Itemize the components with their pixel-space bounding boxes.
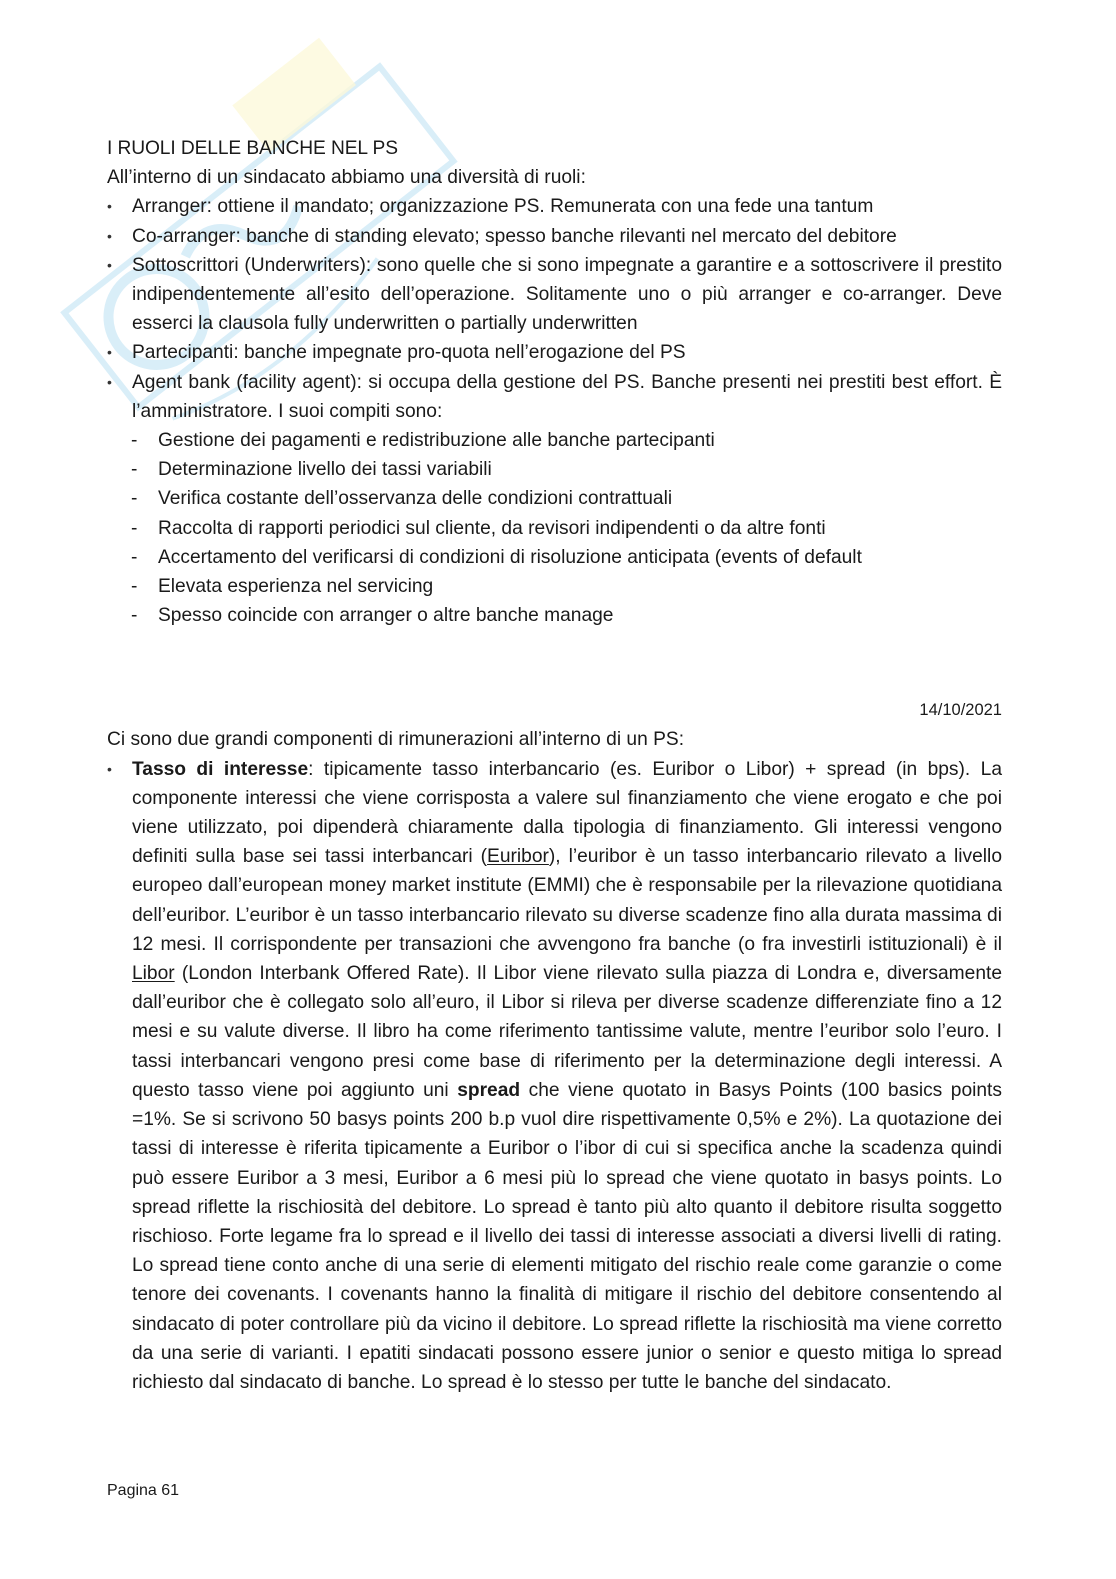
interest-term: Tasso di interesse (132, 758, 309, 780)
spread-term: spread (457, 1079, 521, 1101)
list-item: - Accertamento del verificarsi di condizioni di risoluzione anticipata (events of default (107, 543, 1002, 572)
interest-text-4: che viene quotato in Basys Points (100 basics points =1%. Se si scrivono 50 basys points 200 b.p vuol dire rispettivamente 0,5% e 2%). La quotazione dei tassi di interesse è riferita tipicamente a Euribor o l’ibor di cui si specifica anche la scadenza quindi può essere Euribor a 3 mesi, Euribor a 6 mesi più lo spread che viene quotato in basys points. Lo spread riflette la rischiosità del debitore. Lo spread è tanto più alto quanto il debitore risulta soggetto rischioso. Forte legame fra lo spread e il livello dei tassi di interesse associati a diversi livelli di rating. Lo spread tiene conto anche di una serie di elementi mitigato del rischio reale come garanzie o come tenore dei covenants. I covenants hanno la finalità di mitigare il rischio del debitore consentendo al sindacato di poter controllare più da vicino il debitore. Lo spread riflette la rischiosità ma viene corretto da una serie di varianti. I epatiti sindacati possono essere junior o senior e questo mitiga lo spread richiesto dal sindacato di banche. Lo spread è lo stesso per tutte le banche del sindacato. (132, 1079, 1002, 1393)
list-item: • Sottoscrittori (Underwriters): sono quelle che si sono impegnate a garantire e a sottoscrivere il prestito indipendentemente all’esito dell’operazione. Solitamente uno o più arranger e co-arranger. Deve esserci la clausola fully underwritten o partially underwritten (107, 251, 1002, 339)
list-item: • Co-arranger: banche di standing elevato; spesso banche rilevanti nel mercato del debitore (107, 222, 1002, 251)
interest-paragraph (107, 755, 1002, 1397)
interest-text-2: ), l’euribor è un tasso interbancario rilevato a livello europeo dall’european money market institute (EMMI) che è responsabile per la rilevazione quotidiana dell’euribor. L’euribor è un tasso interbancario rilevato su diverse scadenze fino alla durata massima di 12 mesi. Il corrispondente per transazioni che avvengono fra banche (o fra investirli istituzionali) è il (132, 846, 1002, 955)
list-item: • Partecipanti: banche impegnate pro-quota nell’erogazione del PS (107, 338, 1002, 367)
document-page (107, 134, 1002, 1397)
page-number: Pagina 61 (107, 1482, 180, 1499)
interest-text-3: (London Interbank Offered Rate). Il Libor viene rilevato sulla piazza di Londra e, diversamente dall’euribor che è collegato solo all’euro, il Libor si rileva per diverse scadenze differenziate fino a 12 mesi e su valute diverse. Il libro ha come riferimento tantissime valute, mentre l’euribor solo l’euro. I tassi interbancari vengono presi come base di riferimento per la determinazione degli interessi. A questo tasso viene poi aggiunto uni (132, 963, 1002, 1101)
roles-intro: All’interno di un sindacato abbiamo una diversità di ruoli: (107, 167, 586, 189)
section-gap (107, 630, 1002, 688)
components-intro: Ci sono due grandi componenti di rimunerazioni all’interno di un PS: (107, 729, 685, 751)
section-heading: I RUOLI DELLE BANCHE NEL PS (107, 138, 398, 159)
agent-tasks-list (107, 426, 1002, 630)
date-label: 14/10/2021 (919, 701, 1002, 720)
list-item: - Spesso coincide con arranger o altre banche manage (107, 601, 1002, 630)
interest-text-1: : tipicamente tasso interbancario (es. Euribor o Libor) + spread (in bps). La componente interessi che viene corrisposta a valere sul finanziamento che viene erogato e che poi viene utilizzato, poi dipenderà chiaramente dalla tipologia di finanziamento. Gli interessi vengono definiti sulla base sei tassi interbancari ( (132, 758, 1002, 868)
list-item: - Gestione dei pagamenti e redistribuzione alle banche partecipanti (107, 426, 1002, 455)
libor-link: Libor (132, 963, 175, 985)
list-item: - Raccolta di rapporti periodici sul cliente, da revisori indipendenti o da altre fonti (107, 514, 1002, 543)
list-item: • Arranger: ottiene il mandato; organizzazione PS. Remunerata con una fede una tantum (107, 192, 1002, 221)
components-list (107, 755, 1002, 1397)
roles-list (107, 192, 1002, 426)
list-item: - Verifica costante dell’osservanza delle condizioni contrattuali (107, 484, 1002, 513)
list-item: • Agent bank (facility agent): si occupa della gestione del PS. Banche presenti nei prestiti best effort. È l’amministratore. I suoi compiti sono: (107, 368, 1002, 426)
list-item: - Elevata esperienza nel servicing (107, 572, 1002, 601)
euribor-link: Euribor (487, 846, 549, 868)
list-item: - Determinazione livello dei tassi variabili (107, 455, 1002, 484)
